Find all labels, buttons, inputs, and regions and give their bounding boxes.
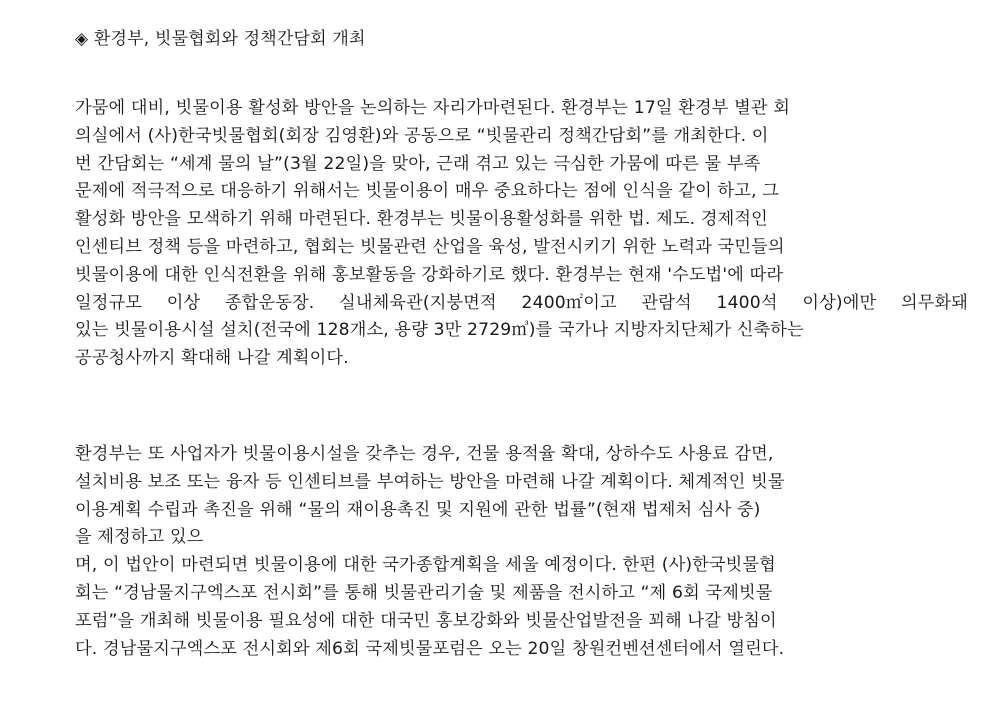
paragraph-1-line: 일정규모 이상 종합운동장. 실내체육관(지붕면적 2400㎡이고 관람석 1400석 이상)에만 의무화돼 — [75, 292, 968, 313]
paragraph-2-line: 며, 이 법안이 마련되면 빗물이용에 대한 국가종합계획을 세울 예정이다. 한편 (사)한국빗물협 — [75, 555, 776, 576]
paragraph-2-line: 회는 “경남물지구엑스포 전시회”를 통해 빗물관리기술 및 제품을 전시하고 “제 6회 국제빗물 — [75, 583, 773, 603]
paragraph-1-line: 있는 빗물이용시설 설치(전국에 128개소, 용량 3만 2729㎥)를 국가나 지방자치단체가 신축하는 — [75, 320, 804, 341]
paragraph-1-line: 공공청사까지 확대해 나갈 계획이다. — [75, 348, 349, 369]
paragraph-1-line: 의실에서 (사)한국빗물협회(회장 김영환)와 공동으로 “빗물관리 정책간담회”를 개최한다. 이 — [75, 125, 769, 146]
paragraph-1-line: 활성화 방안을 모색하기 위해 마련된다. 환경부는 빗물이용활성화를 위한 법. 제도. 경제적인 — [75, 209, 768, 230]
document-title: ◈ 환경부, 빗물협회와 정책간담회 개최 — [75, 29, 366, 49]
paragraph-1-line: 문제에 적극적으로 대응하기 위해서는 빗물이용이 매우 중요하다는 점에 인식을 같이 하고, 그 — [75, 181, 779, 202]
paragraph-1-line: 인센티브 정책 등을 마련하고, 협회는 빗물관련 산업을 육성, 발전시키기 위한 노력과 국민들의 — [75, 237, 785, 257]
paragraph-2-line: 환경부는 또 사업자가 빗물이용시설을 갖추는 경우, 건물 용적율 확대, 상하수도 사용료 감면, — [75, 444, 774, 464]
paragraph-2-line: 포럼”을 개최해 빗물이용 필요성에 대한 대국민 홍보강화와 빗물산업발전을 꾀해 나갈 방침이 — [75, 610, 777, 631]
paragraph-1-line: 빗물이용에 대한 인식전환을 위해 홍보활동을 강화하기로 했다. 환경부는 현재 '수도법'에 따라 — [75, 264, 784, 285]
paragraph-2-line: 설치비용 보조 또는 융자 등 인센티브를 부여하는 방안을 마련해 나갈 계획이다. 체계적인 빗물 — [75, 471, 785, 492]
paragraph-2-line: 이용계획 수립과 촉진을 위해 “물의 재이용촉진 및 지원에 관한 법률”(현재 법제처 심사 중) — [75, 499, 761, 520]
paragraph-1-line: 번 간담회는 “세계 물의 날”(3월 22일)을 맞아, 근래 겪고 있는 극심한 가뭄에 따른 물 부족 — [75, 153, 761, 174]
paragraph-1-line: 가뭄에 대비, 빗물이용 활성화 방안을 논의하는 자리가마련된다. 환경부는 17일 환경부 별관 회 — [75, 98, 791, 118]
paragraph-2-line: 을 제정하고 있으 — [75, 527, 204, 548]
paragraph-2-line: 다. 경남물지구엑스포 전시회와 제6회 국제빗물포럼은 오는 20일 창원컨벤션센터에서 열린다. — [75, 638, 785, 659]
